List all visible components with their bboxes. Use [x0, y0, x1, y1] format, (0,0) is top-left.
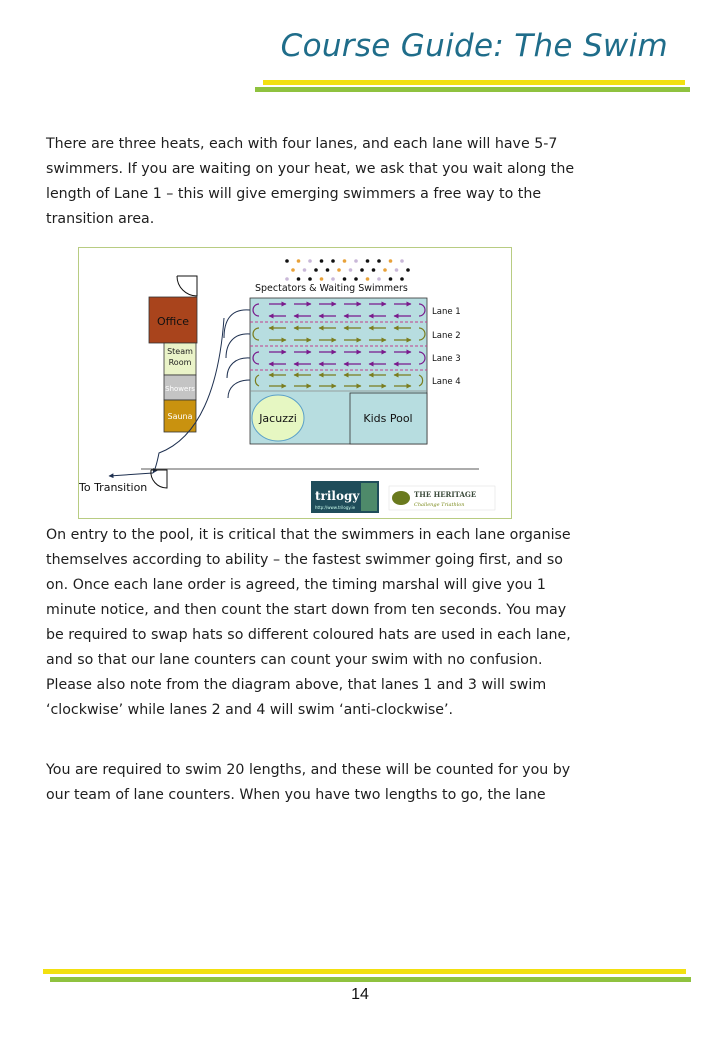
spectator-dot: [406, 268, 410, 272]
lane-3-label: Lane 3: [432, 354, 461, 364]
spectator-dot: [372, 268, 376, 272]
spectator-dot: [389, 277, 393, 281]
spectator-dot: [343, 259, 347, 263]
header-rule-yellow: [263, 80, 685, 85]
spectator-dot: [285, 259, 289, 263]
spectator-dot: [366, 277, 370, 281]
spectator-dot: [389, 259, 393, 263]
spectator-dot: [331, 259, 335, 263]
spectator-dot: [354, 259, 358, 263]
intro-paragraph: There are three heats, each with four lanes, and each lane will have 5-7 swimmers. If you are waiting on your heat, we ask that you wait along the length of Lane 1 – this will give emerging swimmers a free way to the transition area.: [46, 136, 575, 227]
spectator-dot: [331, 277, 335, 281]
page-title: Course Guide: The Swim: [280, 28, 668, 64]
spectator-dot: [314, 268, 318, 272]
spectator-dot: [366, 259, 370, 263]
spectator-dot: [320, 259, 324, 263]
spectator-dot: [349, 268, 353, 272]
pool-diagram-svg: [79, 248, 511, 518]
lane-2-label: Lane 2: [432, 331, 461, 341]
sauna-label: Sauna: [167, 412, 193, 421]
spectator-dot: [320, 277, 324, 281]
trilogy-logo: [311, 481, 379, 513]
header-rule-green: [255, 87, 690, 92]
showers-label: Showers: [165, 385, 195, 393]
spectator-dots: [285, 259, 410, 281]
spectator-dot: [303, 268, 307, 272]
spectator-dot: [383, 268, 387, 272]
lane-1-label: Lane 1: [432, 307, 461, 317]
spectator-dot: [354, 277, 358, 281]
spectator-dot: [377, 277, 381, 281]
spectator-dot: [337, 268, 341, 272]
spectators-label: Spectators & Waiting Swimmers: [255, 283, 408, 294]
spectator-dot: [308, 259, 312, 263]
page-number: 14: [351, 986, 369, 1003]
door-icon: [177, 276, 197, 296]
svg-text:Challenge Triathlon: Challenge Triathlon: [414, 502, 465, 508]
lengths-paragraph: You are required to swim 20 lengths, and these will be counted for you by our team of lane counters. When you have two lengths to go, the lane: [46, 762, 571, 803]
svg-text:trilogy: trilogy: [315, 489, 360, 503]
svg-text:THE HERITAGE: THE HERITAGE: [414, 490, 477, 499]
spectator-dot: [291, 268, 295, 272]
spectator-dot: [395, 268, 399, 272]
steam-room-label: Steam Room: [167, 347, 193, 367]
spectator-dot: [297, 259, 301, 263]
spectator-dot: [343, 277, 347, 281]
spectator-dot: [400, 277, 404, 281]
spectator-dot: [360, 268, 364, 272]
spectator-dot: [377, 259, 381, 263]
spectator-dot: [326, 268, 330, 272]
office-label: Office: [156, 315, 190, 328]
kids-pool-label: Kids Pool: [363, 412, 413, 425]
footer-rule-green: [50, 977, 691, 982]
spectator-dot: [285, 277, 289, 281]
heritage-logo: [389, 486, 495, 510]
jacuzzi-label: Jacuzzi: [259, 412, 297, 425]
spectator-dot: [400, 259, 404, 263]
spectator-dot: [297, 277, 301, 281]
footer-rule-yellow: [43, 969, 686, 974]
spectator-dot: [308, 277, 312, 281]
pool-diagram: [78, 247, 512, 519]
to-transition-label: To Transition: [79, 481, 148, 494]
pool-entry-paragraph: On entry to the pool, it is critical that the swimmers in each lane organise themselves according to ability – the fastest swimmer going first, and so on. Once each lane order is agreed, the timing marshal will give you 1 minute notice, and then count the start down from ten seconds. You may be required to swap hats so different coloured hats are used in each lane, and so that our lane counters can count your swim with no confusion. Please also note from the diagram above, that lanes 1 and 3 will swim ‘clockwise’ while lanes 2 and 4 will swim ‘anti-clockwise’.: [46, 527, 571, 718]
svg-text:http://www.trilogy.ie: http://www.trilogy.ie: [315, 505, 356, 510]
lane-4-label: Lane 4: [432, 377, 461, 387]
